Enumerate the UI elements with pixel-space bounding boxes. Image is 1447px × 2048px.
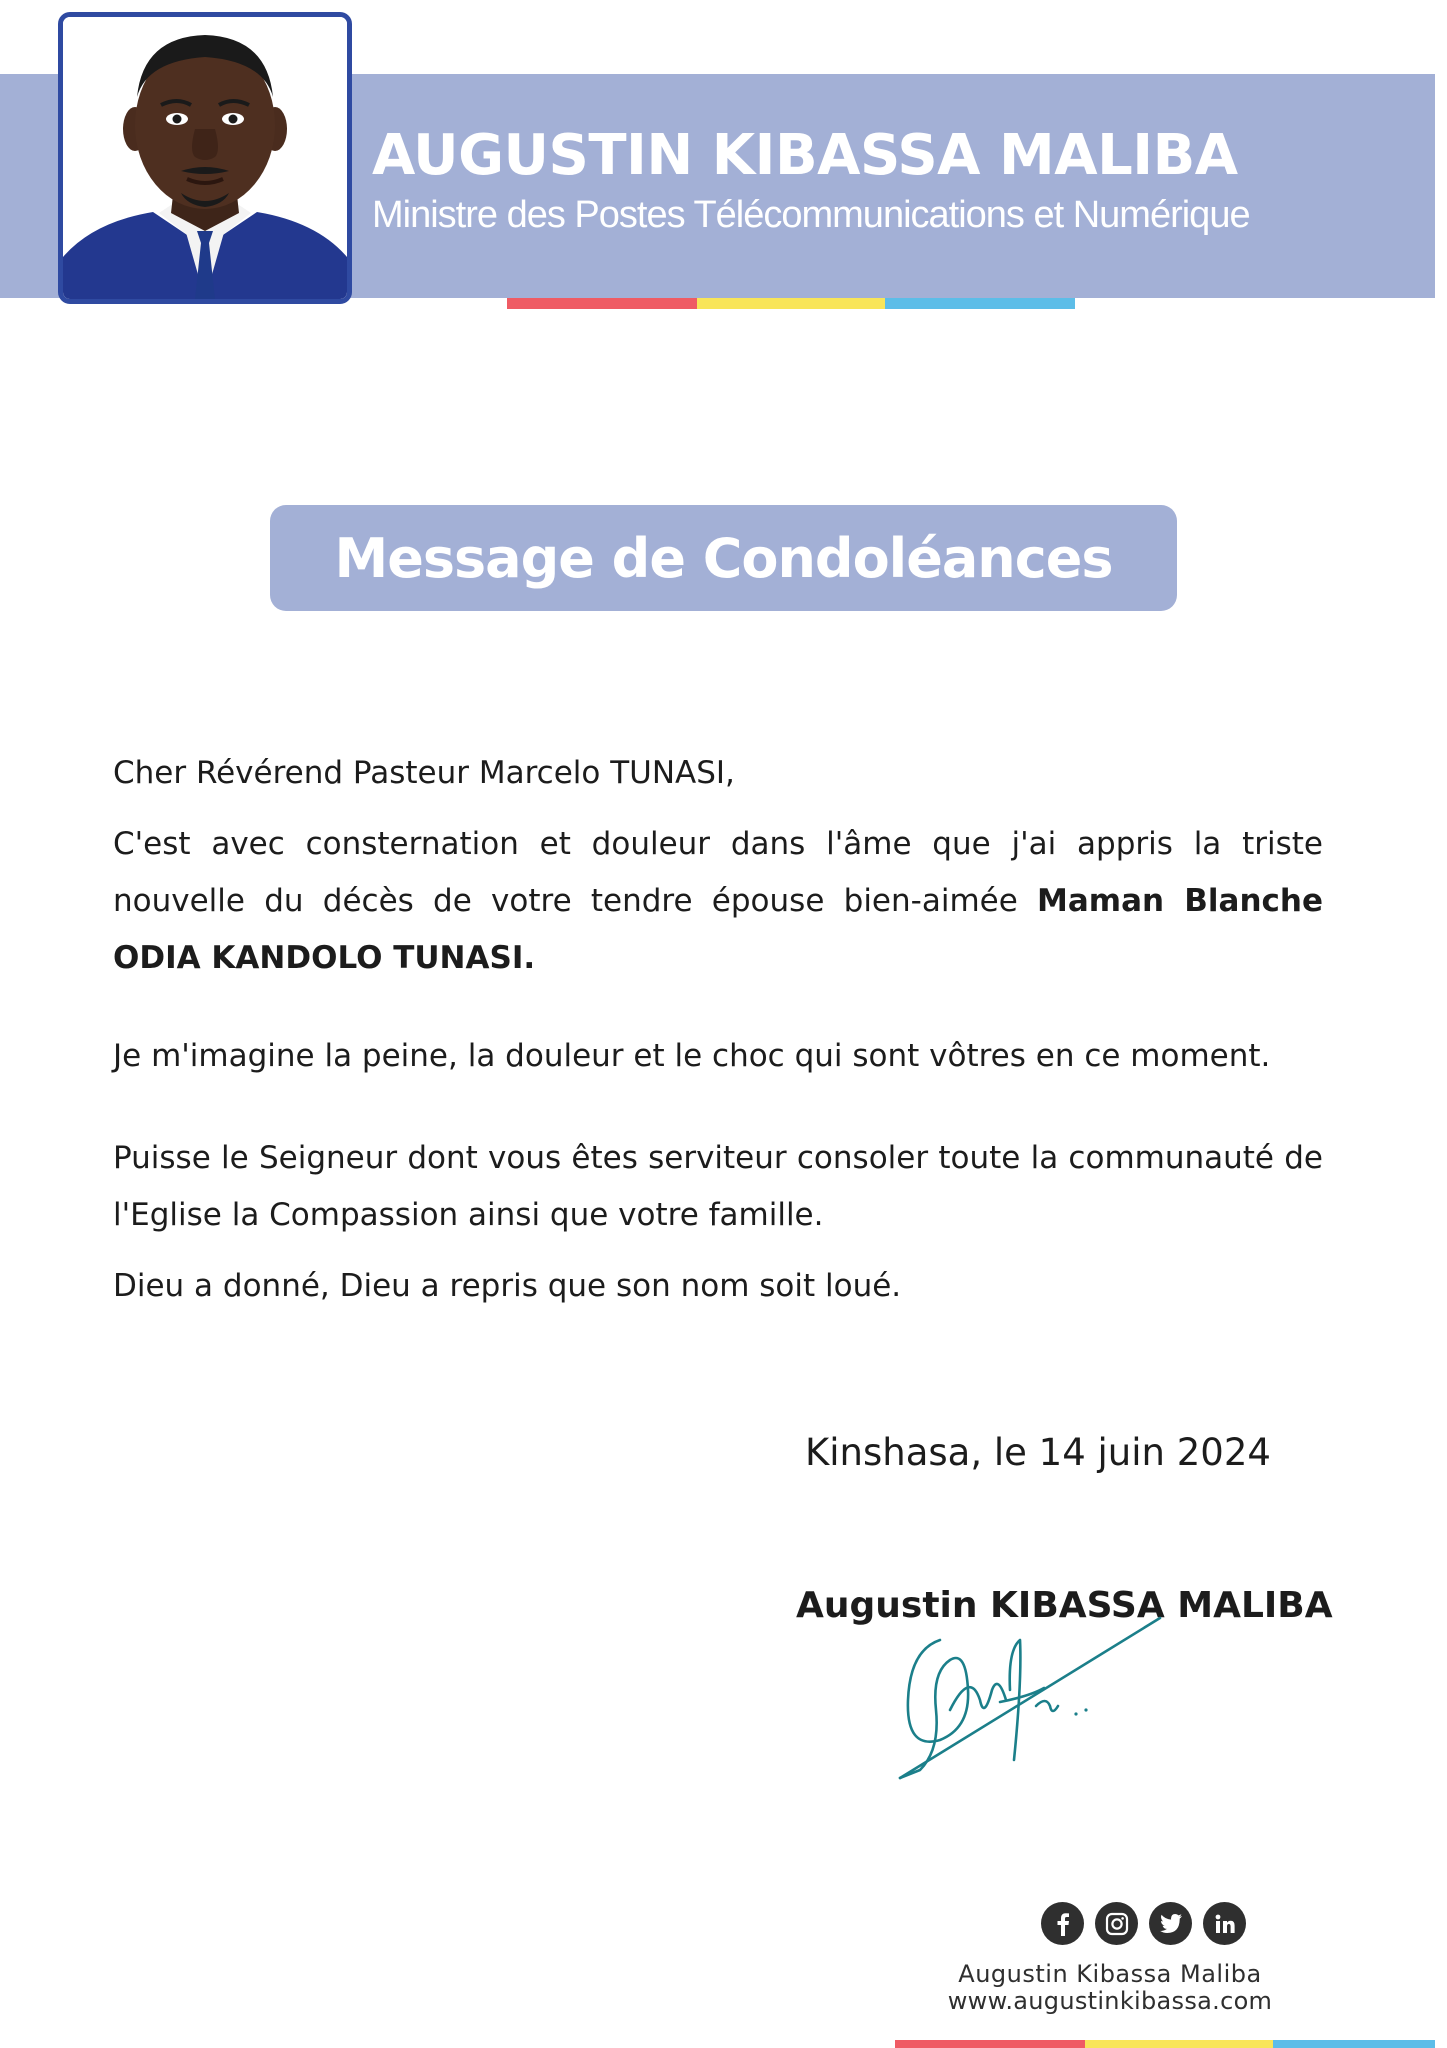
place-date: Kinshasa, le 14 juin 2024 (805, 1431, 1271, 1474)
stripe-red (507, 298, 697, 309)
stripe-yellow (697, 298, 885, 309)
twitter-icon[interactable] (1149, 1902, 1192, 1945)
linkedin-icon[interactable] (1203, 1902, 1246, 1945)
document-title: Message de Condoléances (334, 526, 1113, 590)
intro-text: C'est avec consternation et douleur dans l'âme que j'ai appris la triste nouvelle du décès de votre tendre épouse bien-aimée (113, 826, 1323, 919)
imagine-paragraph: Je m'imagine la peine, la douleur et le choc qui sont vôtres en ce moment. (113, 1038, 1271, 1074)
closing-paragraph: Dieu a donné, Dieu a repris que son nom soit loué. (113, 1268, 902, 1304)
handwritten-signature (880, 1610, 1180, 1790)
footer-website-link[interactable]: www.augustinkibassa.com (947, 1987, 1273, 2015)
letter-body (113, 745, 1323, 1315)
signer-name: Augustin KIBASSA MALIBA (796, 1585, 1333, 1626)
stripe-blue (885, 298, 1075, 309)
footer-stripe-yellow (1085, 2040, 1273, 2048)
header-name: AUGUSTIN KIBASSA MALIBA (372, 123, 1238, 188)
social-links (1041, 1902, 1246, 1945)
deceased-name: Maman Blanche ODIA KANDOLO TUNASI. (113, 883, 1323, 976)
footer-stripe-red (895, 2040, 1085, 2048)
header-role: Ministre des Postes Télécommunications et Numérique (372, 194, 1250, 236)
portrait-image (63, 17, 347, 299)
instagram-icon[interactable] (1095, 1902, 1138, 1945)
title-box (270, 505, 1177, 611)
salutation: Cher Révérend Pasteur Marcelo TUNASI, (113, 755, 735, 791)
portrait-photo (58, 12, 352, 304)
intro-paragraph (113, 816, 1323, 987)
facebook-icon[interactable] (1041, 1902, 1084, 1945)
footer-name: Augustin Kibassa Maliba (958, 1960, 1262, 1988)
prayer-paragraph: Puisse le Seigneur dont vous êtes serviteur consoler toute la communauté de l'Eglise la Compassion ainsi que votre famille. (113, 1140, 1323, 1233)
footer-stripe-blue (1273, 2040, 1435, 2048)
